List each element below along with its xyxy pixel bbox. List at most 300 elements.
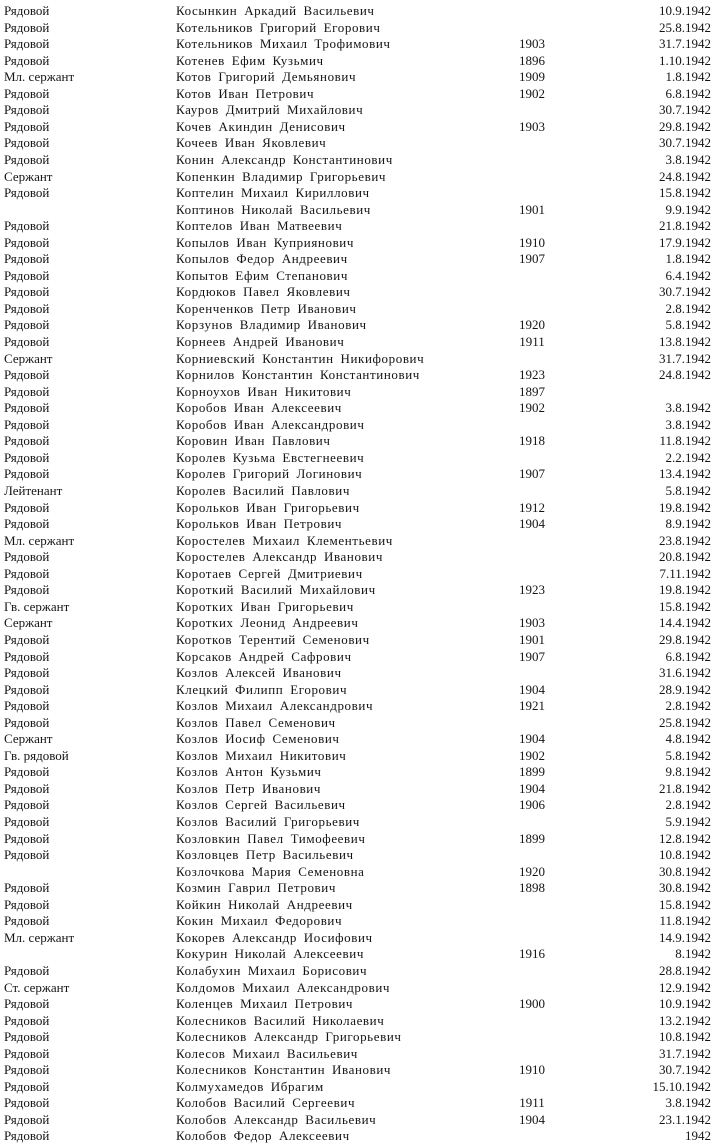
rank-cell: Рядовой — [4, 665, 50, 680]
name-cell: Коротких Леонид Андреевич — [176, 615, 359, 631]
date-cell: 10.9.1942 — [659, 3, 711, 18]
date-cell: 7.11.1942 — [659, 565, 711, 581]
rank-cell: Сержант — [4, 168, 53, 184]
list-row — [0, 632, 723, 648]
date-cell: 3.8.1942 — [665, 1095, 711, 1111]
rank-cell: Рядовой — [4, 913, 50, 929]
list-row — [0, 516, 723, 532]
date-cell: 24.8.1942 — [659, 367, 711, 383]
list-row — [0, 599, 723, 615]
name-cell: Корноухов Иван Никитович — [176, 383, 352, 399]
rank-cell: Рядовой — [4, 565, 50, 581]
year-cell: 1901 — [519, 201, 545, 217]
name-cell: Королев Григорий Логинович — [176, 466, 363, 482]
date-cell: 3.8.1942 — [665, 400, 711, 416]
list-row — [0, 218, 723, 234]
date-cell: 25.8.1942 — [659, 714, 711, 730]
name-cell: Козлов Михаил Александрович — [176, 698, 374, 714]
name-cell: Койкин Николай Андреевич — [176, 896, 353, 912]
date-cell: 5.8.1942 — [665, 747, 711, 763]
date-cell: 5.9.1942 — [665, 814, 711, 829]
rank-cell: Рядовой — [4, 681, 50, 697]
name-cell: Корольков Иван Петрович — [176, 516, 343, 532]
list-row — [0, 963, 723, 979]
list-row — [0, 417, 723, 433]
year-cell: 1904 — [519, 681, 545, 697]
date-cell: 1.8.1942 — [665, 251, 711, 267]
year-cell: 1911 — [519, 334, 545, 349]
list-row — [0, 764, 723, 780]
date-cell: 20.8.1942 — [659, 549, 711, 565]
rank-cell: Рядовой — [4, 36, 50, 52]
year-cell: 1912 — [519, 499, 545, 515]
rank-cell: Рядовой — [4, 698, 50, 714]
year-cell: 1907 — [519, 648, 545, 664]
rank-cell: Рядовой — [4, 962, 50, 978]
rank-cell: Рядовой — [4, 1012, 50, 1028]
date-cell: 5.8.1942 — [665, 483, 711, 498]
name-cell: Козлов Иосиф Семенович — [176, 731, 340, 747]
rank-cell: Рядовой — [4, 1045, 50, 1061]
list-row — [0, 400, 723, 416]
list-row — [0, 847, 723, 863]
name-cell: Коптинов Николай Васильевич — [176, 201, 371, 217]
list-row — [0, 864, 723, 880]
list-row — [0, 185, 723, 201]
year-cell: 1902 — [519, 747, 545, 763]
list-row — [0, 1079, 723, 1095]
rank-cell: Рядовой — [4, 631, 50, 647]
list-row — [0, 317, 723, 333]
name-cell: Колобов Федор Алексеевич — [176, 1128, 350, 1144]
name-cell: Кокин Михаил Федорович — [176, 913, 343, 929]
list-row — [0, 831, 723, 847]
year-cell: 1911 — [519, 1095, 545, 1111]
date-cell: 23.1.1942 — [659, 1111, 711, 1127]
name-cell: Козмин Гаврил Петрович — [176, 880, 336, 896]
date-cell: 31.7.1942 — [659, 36, 711, 52]
name-cell: Королев Василий Павлович — [176, 483, 350, 498]
year-cell: 1902 — [519, 400, 545, 416]
list-row — [0, 36, 723, 52]
date-cell: 10.9.1942 — [659, 996, 711, 1011]
date-cell: 1.8.1942 — [665, 69, 711, 85]
year-cell: 1897 — [519, 383, 545, 399]
year-cell: 1923 — [519, 582, 545, 598]
rank-cell: Лейтенант — [4, 483, 63, 498]
name-cell: Кордюков Павел Яковлевич — [176, 284, 351, 300]
rank-cell: Рядовой — [4, 797, 50, 813]
name-cell: Короткий Василий Михайлович — [176, 582, 376, 598]
list-row — [0, 86, 723, 102]
year-cell: 1921 — [519, 698, 545, 714]
date-cell: 2.8.1942 — [665, 698, 711, 714]
rank-cell: Рядовой — [4, 218, 50, 234]
name-cell: Коровин Иван Павлович — [176, 433, 331, 449]
date-cell: 10.8.1942 — [659, 1029, 711, 1045]
rank-cell: Рядовой — [4, 499, 50, 515]
year-cell: 1907 — [519, 251, 545, 267]
year-cell: 1923 — [519, 367, 545, 383]
year-cell: 1903 — [519, 36, 545, 52]
list-row — [0, 996, 723, 1012]
year-cell: 1916 — [519, 946, 545, 962]
list-row — [0, 102, 723, 118]
name-cell: Козловкин Павел Тимофеевич — [176, 830, 366, 846]
date-cell: 9.8.1942 — [665, 764, 711, 780]
date-cell: 9.9.1942 — [665, 201, 711, 217]
year-cell: 1903 — [519, 615, 545, 631]
date-cell: 29.8.1942 — [659, 631, 711, 647]
rank-cell: Сержант — [4, 615, 53, 631]
date-cell: 2.2.1942 — [665, 449, 711, 465]
rank-cell: Рядовой — [4, 400, 50, 416]
year-cell: 1920 — [519, 863, 545, 879]
date-cell: 3.8.1942 — [665, 152, 711, 167]
name-cell: Косынкин Аркадий Васильевич — [176, 3, 375, 18]
date-cell: 29.8.1942 — [659, 118, 711, 134]
date-cell: 31.7.1942 — [659, 1045, 711, 1061]
list-row — [0, 781, 723, 797]
date-cell: 31.7.1942 — [659, 350, 711, 366]
list-row — [0, 748, 723, 764]
year-cell: 1904 — [519, 1111, 545, 1127]
list-row — [0, 3, 723, 19]
date-cell: 11.8.1942 — [659, 433, 711, 449]
year-cell: 1906 — [519, 797, 545, 813]
name-cell: Колесников Константин Иванович — [176, 1062, 392, 1078]
name-cell: Кочеев Иван Яковлевич — [176, 135, 327, 151]
list-row — [0, 698, 723, 714]
date-cell: 25.8.1942 — [659, 19, 711, 35]
list-row — [0, 533, 723, 549]
name-cell: Колабухин Михаил Борисович — [176, 962, 368, 978]
list-row — [0, 384, 723, 400]
rank-cell: Рядовой — [4, 814, 50, 829]
name-cell: Корольков Иван Григорьевич — [176, 499, 360, 515]
rank-cell: Рядовой — [4, 234, 50, 250]
rank-cell: Гв. сержант — [4, 598, 70, 614]
list-row — [0, 615, 723, 631]
rank-cell: Рядовой — [4, 367, 50, 383]
name-cell: Кауров Дмитрий Михайлович — [176, 102, 364, 118]
date-cell: 5.8.1942 — [665, 317, 711, 333]
date-cell: 19.8.1942 — [659, 499, 711, 515]
year-cell: 1898 — [519, 880, 545, 896]
name-cell: Корнеев Андрей Иванович — [176, 334, 345, 349]
name-cell: Котенев Ефим Кузьмич — [176, 52, 324, 68]
list-row — [0, 53, 723, 69]
name-cell: Коробов Иван Алексеевич — [176, 400, 342, 416]
list-row — [0, 1128, 723, 1144]
date-cell: 28.9.1942 — [659, 681, 711, 697]
date-cell: 21.8.1942 — [659, 218, 711, 234]
name-cell: Козлов Петр Иванович — [176, 780, 321, 796]
year-cell: 1904 — [519, 516, 545, 532]
list-row — [0, 1013, 723, 1029]
list-row — [0, 649, 723, 665]
name-cell: Козловцев Петр Васильевич — [176, 847, 354, 863]
name-cell: Клецкий Филипп Егорович — [176, 681, 348, 697]
list-row — [0, 500, 723, 516]
rank-cell: Рядовой — [4, 118, 50, 134]
name-cell: Колобов Василий Сергеевич — [176, 1095, 356, 1111]
rank-cell: Рядовой — [4, 1128, 50, 1144]
name-cell: Коростелев Михаил Клементьевич — [176, 532, 393, 548]
name-cell: Колесников Александр Григорьевич — [176, 1029, 402, 1045]
rank-cell: Рядовой — [4, 102, 50, 118]
rank-cell: Рядовой — [4, 516, 50, 532]
date-cell: 31.6.1942 — [659, 665, 711, 680]
name-cell: Коптелов Иван Матвеевич — [176, 218, 343, 234]
list-row — [0, 930, 723, 946]
date-cell: 30.8.1942 — [659, 863, 711, 879]
name-cell: Коробов Иван Александрович — [176, 416, 365, 432]
rank-cell: Рядовой — [4, 185, 50, 201]
date-cell: 6.8.1942 — [665, 85, 711, 101]
date-cell: 8.1942 — [675, 946, 711, 962]
name-cell: Колобов Александр Васильевич — [176, 1111, 377, 1127]
list-row — [0, 235, 723, 251]
rank-cell: Рядовой — [4, 648, 50, 664]
list-row — [0, 715, 723, 731]
list-row — [0, 880, 723, 896]
name-cell: Коротких Иван Григорьевич — [176, 598, 354, 614]
date-cell: 15.8.1942 — [659, 598, 711, 614]
list-row — [0, 20, 723, 36]
rank-cell: Рядовой — [4, 1111, 50, 1127]
list-row — [0, 1029, 723, 1045]
list-row — [0, 483, 723, 499]
rank-cell: Рядовой — [4, 1095, 50, 1111]
list-row — [0, 450, 723, 466]
year-cell: 1904 — [519, 731, 545, 747]
name-cell: Корсаков Андрей Сафрович — [176, 648, 352, 664]
year-cell: 1899 — [519, 764, 545, 780]
name-cell: Котельников Григорий Егорович — [176, 19, 381, 35]
rank-cell: Сержант — [4, 350, 53, 366]
list-row — [0, 665, 723, 681]
rank-cell: Сержант — [4, 731, 53, 747]
date-cell: 15.8.1942 — [659, 185, 711, 201]
list-row — [0, 1046, 723, 1062]
rank-cell: Рядовой — [4, 251, 50, 267]
name-cell: Коростелев Александр Иванович — [176, 549, 383, 565]
date-cell: 17.9.1942 — [659, 234, 711, 250]
rank-cell: Рядовой — [4, 267, 50, 283]
rank-cell: Мл. сержант — [4, 532, 75, 548]
rank-cell: Гв. рядовой — [4, 747, 69, 763]
list-row — [0, 549, 723, 565]
list-row — [0, 284, 723, 300]
name-cell: Коротаев Сергей Дмитриевич — [176, 565, 363, 581]
rank-cell: Рядовой — [4, 847, 50, 863]
name-cell: Коленцев Михаил Петрович — [176, 996, 354, 1011]
rank-cell: Рядовой — [4, 780, 50, 796]
rank-cell: Рядовой — [4, 764, 50, 780]
list-row — [0, 797, 723, 813]
rank-cell: Рядовой — [4, 3, 50, 18]
date-cell: 28.8.1942 — [659, 962, 711, 978]
list-row — [0, 1062, 723, 1078]
year-cell: 1909 — [519, 69, 545, 85]
date-cell: 13.8.1942 — [659, 334, 711, 349]
rank-cell: Рядовой — [4, 135, 50, 151]
list-row — [0, 582, 723, 598]
list-row — [0, 980, 723, 996]
name-cell: Корзунов Владимир Иванович — [176, 317, 367, 333]
name-cell: Козлов Сергей Васильевич — [176, 797, 346, 813]
year-cell: 1910 — [519, 234, 545, 250]
name-cell: Коптелин Михаил Кириллович — [176, 185, 370, 201]
date-cell: 11.8.1942 — [659, 913, 711, 929]
year-cell: 1899 — [519, 830, 545, 846]
name-cell: Котов Григорий Демьянович — [176, 69, 357, 85]
list-row — [0, 268, 723, 284]
date-cell: 30.7.1942 — [659, 135, 711, 151]
name-cell: Козлов Павел Семенович — [176, 714, 336, 730]
list-row — [0, 946, 723, 962]
name-cell: Козлов Алексей Иванович — [176, 665, 342, 680]
rank-cell: Рядовой — [4, 317, 50, 333]
name-cell: Корниевский Константин Никифорович — [176, 350, 425, 366]
name-cell: Коренченков Петр Иванович — [176, 300, 357, 316]
list-row — [0, 367, 723, 383]
list-row — [0, 69, 723, 85]
name-cell: Колесников Василий Николаевич — [176, 1012, 385, 1028]
rank-cell: Рядовой — [4, 416, 50, 432]
name-cell: Копылов Федор Андреевич — [176, 251, 348, 267]
name-cell: Колмухамедов Ибрагим — [176, 1078, 324, 1094]
rank-cell: Рядовой — [4, 582, 50, 598]
list-row — [0, 202, 723, 218]
list-row — [0, 135, 723, 151]
date-cell: 1.10.1942 — [659, 52, 711, 68]
year-cell: 1901 — [519, 631, 545, 647]
list-row — [0, 1095, 723, 1111]
list-row — [0, 251, 723, 267]
date-cell: 3.8.1942 — [665, 416, 711, 432]
date-cell: 12.9.1942 — [659, 979, 711, 995]
year-cell: 1904 — [519, 780, 545, 796]
date-cell: 15.10.1942 — [652, 1078, 711, 1094]
date-cell: 14.4.1942 — [659, 615, 711, 631]
list-row — [0, 351, 723, 367]
year-cell: 1920 — [519, 317, 545, 333]
rank-cell: Рядовой — [4, 334, 50, 349]
rank-cell: Рядовой — [4, 896, 50, 912]
rank-cell: Рядовой — [4, 830, 50, 846]
list-row — [0, 152, 723, 168]
date-cell: 30.8.1942 — [659, 880, 711, 896]
date-cell: 21.8.1942 — [659, 780, 711, 796]
rank-cell: Рядовой — [4, 433, 50, 449]
rank-cell: Мл. сержант — [4, 69, 75, 85]
rank-cell: Рядовой — [4, 549, 50, 565]
date-cell: 12.8.1942 — [659, 830, 711, 846]
list-row — [0, 119, 723, 135]
date-cell: 2.8.1942 — [665, 797, 711, 813]
list-row — [0, 682, 723, 698]
rank-cell: Ст. сержант — [4, 979, 70, 995]
date-cell: 14.9.1942 — [659, 929, 711, 945]
name-cell: Кокорев Александр Иосифович — [176, 929, 373, 945]
list-row — [0, 731, 723, 747]
name-cell: Котельников Михаил Трофимович — [176, 36, 391, 52]
name-cell: Козлочкова Мария Семеновна — [176, 863, 365, 879]
rank-cell: Рядовой — [4, 19, 50, 35]
name-cell: Колдомов Михаил Александрович — [176, 979, 391, 995]
rank-cell: Рядовой — [4, 714, 50, 730]
list-row — [0, 334, 723, 350]
list-row — [0, 814, 723, 830]
date-cell: 4.8.1942 — [665, 731, 711, 747]
rank-cell: Мл. сержант — [4, 929, 75, 945]
year-cell: 1910 — [519, 1062, 545, 1078]
name-cell: Копытов Ефим Степанович — [176, 267, 348, 283]
rank-cell: Рядовой — [4, 300, 50, 316]
rank-cell: Рядовой — [4, 152, 50, 167]
year-cell: 1896 — [519, 52, 545, 68]
rank-cell: Рядовой — [4, 1062, 50, 1078]
date-cell: 19.8.1942 — [659, 582, 711, 598]
name-cell: Котов Иван Петрович — [176, 85, 315, 101]
name-cell: Конин Александр Константинович — [176, 152, 393, 167]
rank-cell: Рядовой — [4, 449, 50, 465]
date-cell: 30.7.1942 — [659, 284, 711, 300]
name-cell: Коротков Терентий Семенович — [176, 631, 370, 647]
date-cell: 2.8.1942 — [665, 300, 711, 316]
year-cell: 1902 — [519, 85, 545, 101]
year-cell: 1918 — [519, 433, 545, 449]
date-cell: 30.7.1942 — [659, 1062, 711, 1078]
rank-cell: Рядовой — [4, 52, 50, 68]
year-cell: 1900 — [519, 996, 545, 1011]
name-cell: Кокурин Николай Алексеевич — [176, 946, 364, 962]
list-row — [0, 466, 723, 482]
date-cell: 1942 — [685, 1128, 711, 1144]
year-cell: 1907 — [519, 466, 545, 482]
rank-cell: Рядовой — [4, 284, 50, 300]
date-cell: 6.4.1942 — [665, 267, 711, 283]
name-cell: Колесов Михаил Васильевич — [176, 1045, 358, 1061]
date-cell: 23.8.1942 — [659, 532, 711, 548]
name-cell: Кочев Акиндин Денисович — [176, 118, 346, 134]
list-row — [0, 1112, 723, 1128]
name-cell: Королев Кузьма Евстегнеевич — [176, 449, 365, 465]
date-cell: 6.8.1942 — [665, 648, 711, 664]
year-cell: 1903 — [519, 118, 545, 134]
rank-cell: Рядовой — [4, 1078, 50, 1094]
date-cell: 8.9.1942 — [665, 516, 711, 532]
name-cell: Корнилов Константин Константинович — [176, 367, 420, 383]
rank-cell: Рядовой — [4, 1029, 50, 1045]
list-row — [0, 566, 723, 582]
list-row — [0, 301, 723, 317]
date-cell: 30.7.1942 — [659, 102, 711, 118]
rank-cell: Рядовой — [4, 996, 50, 1011]
rank-cell: Рядовой — [4, 85, 50, 101]
list-row — [0, 913, 723, 929]
name-cell: Козлов Антон Кузьмич — [176, 764, 322, 780]
list-row — [0, 897, 723, 913]
date-cell: 13.2.1942 — [659, 1012, 711, 1028]
date-cell: 13.4.1942 — [659, 466, 711, 482]
date-cell: 10.8.1942 — [659, 847, 711, 863]
rank-cell: Рядовой — [4, 880, 50, 896]
list-row — [0, 169, 723, 185]
name-cell: Копенкин Владимир Григорьевич — [176, 168, 387, 184]
